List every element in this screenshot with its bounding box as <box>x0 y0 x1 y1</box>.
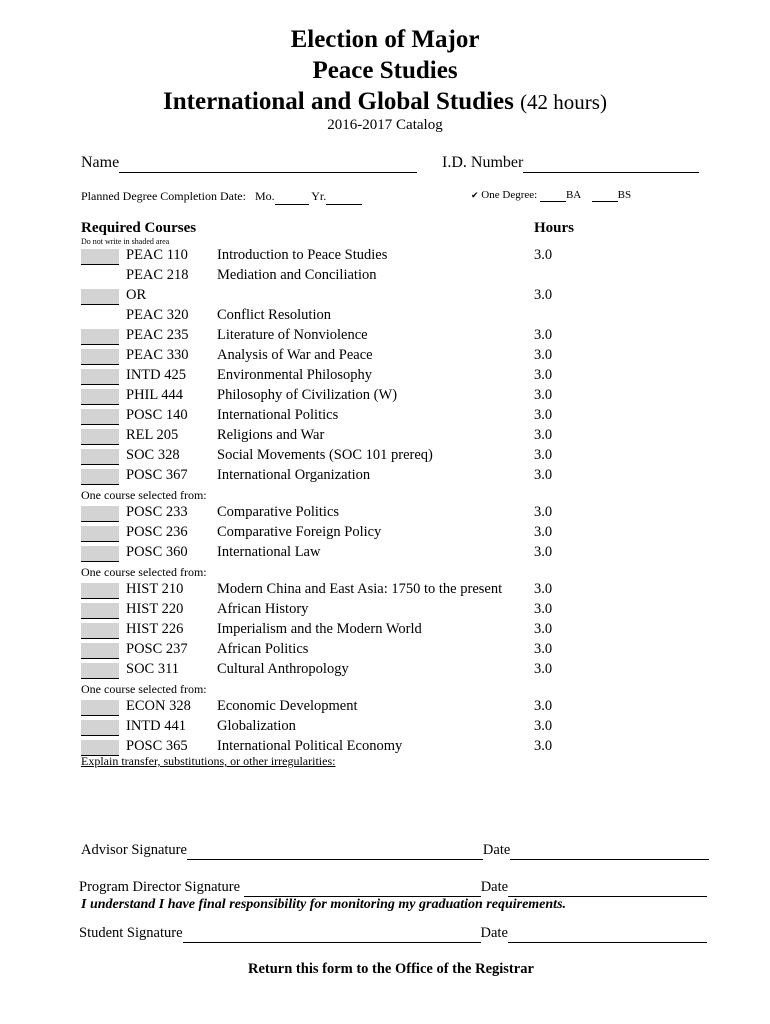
course-row <box>0 581 770 601</box>
bs-field[interactable] <box>592 189 618 202</box>
course-title: Comparative Politics <box>217 504 340 520</box>
course-hours: 3.0 <box>534 387 553 403</box>
name-label: Name <box>81 154 120 171</box>
hours-note: (42 hours) <box>520 90 607 114</box>
explain-area[interactable] <box>81 772 691 832</box>
group-label: One course selected from: <box>81 682 207 696</box>
course-row <box>0 247 770 267</box>
completion-blank[interactable] <box>81 526 119 542</box>
course-row <box>0 544 770 564</box>
course-title: International Law <box>217 544 321 560</box>
course-title: Globalization <box>217 718 296 734</box>
course-code: ECON 328 <box>126 698 191 714</box>
student-signature-row <box>79 925 707 943</box>
planned-date-label: Planned Degree Completion Date: <box>81 189 246 203</box>
advisor-signature-field[interactable] <box>187 842 483 860</box>
course-title: Cultural Anthropology <box>217 661 349 677</box>
ba-field[interactable] <box>540 189 566 202</box>
name-field[interactable] <box>119 154 417 173</box>
course-title: International Organization <box>217 467 371 483</box>
course-hours: 3.0 <box>534 447 553 463</box>
course-hours: 3.0 <box>534 504 553 520</box>
completion-blank[interactable] <box>81 663 119 679</box>
student-signature-label: Student Signature <box>79 925 183 941</box>
student-date-label: Date <box>480 925 508 941</box>
course-title: Religions and War <box>217 427 325 443</box>
course-row <box>0 641 770 661</box>
course-title: International Politics <box>217 407 339 423</box>
id-field[interactable] <box>523 154 699 173</box>
check-icon: ✔ <box>471 191 479 201</box>
course-title: Social Movements (SOC 101 prereq) <box>217 447 433 463</box>
bs-label: BS <box>617 189 632 201</box>
course-hours: 3.0 <box>534 698 553 714</box>
title-line-3 <box>0 88 770 116</box>
course-title: Mediation and Conciliation <box>217 267 377 283</box>
course-row <box>0 447 770 467</box>
course-code: HIST 220 <box>126 601 184 617</box>
course-row <box>0 601 770 621</box>
name-row <box>81 154 417 173</box>
registrar-instruction: Return this form to the Office of the Registrar <box>248 961 534 977</box>
course-hours: 3.0 <box>534 718 553 734</box>
course-title: African History <box>217 601 309 617</box>
student-signature-field[interactable] <box>183 925 481 943</box>
one-degree-label: One Degree: <box>481 189 540 201</box>
course-code: PEAC 218 <box>126 267 189 283</box>
course-hours: 3.0 <box>534 287 553 303</box>
title-line-2: Peace Studies <box>312 57 458 84</box>
course-hours: 3.0 <box>534 621 553 637</box>
course-title: Imperialism and the Modern World <box>217 621 422 637</box>
course-row <box>0 661 770 681</box>
course-row <box>0 504 770 524</box>
course-hours: 3.0 <box>534 581 553 597</box>
course-code: HIST 210 <box>126 581 184 597</box>
course-row <box>0 367 770 387</box>
completion-blank[interactable] <box>81 349 119 365</box>
one-degree-row <box>471 189 631 202</box>
course-title: Modern China and East Asia: 1750 to the present <box>217 581 503 597</box>
year-field[interactable] <box>326 189 362 205</box>
course-title: Analysis of War and Peace <box>217 347 373 363</box>
completion-blank[interactable] <box>81 429 119 445</box>
completion-blank[interactable] <box>81 603 119 619</box>
director-signature-field[interactable] <box>244 879 481 897</box>
group-label: One course selected from: <box>81 488 207 502</box>
course-row <box>0 524 770 544</box>
course-hours: 3.0 <box>534 738 553 754</box>
course-title: International Political Economy <box>217 738 403 754</box>
course-hours: 3.0 <box>534 247 553 263</box>
course-row <box>0 307 770 327</box>
course-hours: 3.0 <box>534 407 553 423</box>
course-code: INTD 425 <box>126 367 187 383</box>
completion-blank[interactable] <box>81 289 119 305</box>
course-title: Economic Development <box>217 698 358 714</box>
completion-blank[interactable] <box>81 583 119 599</box>
responsibility-statement: I understand I have final responsibility for monitoring my graduation requirements. <box>81 897 567 912</box>
id-row <box>442 154 699 173</box>
course-code: POSC 365 <box>126 738 188 754</box>
course-row <box>0 427 770 447</box>
course-code: SOC 328 <box>126 447 180 463</box>
course-hours: 3.0 <box>534 641 553 657</box>
course-hours: 3.0 <box>534 427 553 443</box>
course-row <box>0 467 770 487</box>
course-hours: 3.0 <box>534 544 553 560</box>
course-row <box>0 621 770 641</box>
course-hours: 3.0 <box>534 524 553 540</box>
course-row <box>0 718 770 738</box>
course-code: INTD 441 <box>126 718 187 734</box>
course-code: POSC 237 <box>126 641 188 657</box>
completion-blank[interactable] <box>81 720 119 736</box>
month-field[interactable] <box>275 189 309 205</box>
course-code: POSC 367 <box>126 467 188 483</box>
completion-blank[interactable] <box>81 249 119 265</box>
completion-blank[interactable] <box>81 546 119 562</box>
group-label: One course selected from: <box>81 565 207 579</box>
course-row <box>0 347 770 367</box>
course-title: Philosophy of Civilization (W) <box>217 387 398 403</box>
course-code: HIST 226 <box>126 621 184 637</box>
course-hours: 3.0 <box>534 367 553 383</box>
advisor-date-field[interactable] <box>510 842 709 860</box>
completion-blank[interactable] <box>81 369 119 385</box>
id-label: I.D. Number <box>442 154 524 171</box>
catalog-year: 2016-2017 Catalog <box>327 117 443 133</box>
course-code: POSC 233 <box>126 504 188 520</box>
course-code: POSC 140 <box>126 407 188 423</box>
course-title: African Politics <box>217 641 309 657</box>
ba-label: BA <box>565 189 581 201</box>
hours-heading: Hours <box>534 220 575 236</box>
course-code: OR <box>126 287 147 303</box>
completion-blank[interactable] <box>81 506 119 522</box>
course-row <box>0 387 770 407</box>
course-code: PEAC 235 <box>126 327 189 343</box>
course-code: PEAC 110 <box>126 247 188 263</box>
course-hours: 3.0 <box>534 327 553 343</box>
completion-blank[interactable] <box>81 643 119 659</box>
title-line-1: Election of Major <box>290 26 480 53</box>
advisor-date-label: Date <box>482 842 511 858</box>
course-row <box>0 327 770 347</box>
completion-blank[interactable] <box>81 623 119 639</box>
required-courses-heading: Required Courses <box>81 220 197 236</box>
course-row <box>0 267 770 287</box>
completion-blank[interactable] <box>81 329 119 345</box>
completion-blank[interactable] <box>81 409 119 425</box>
completion-blank[interactable] <box>81 700 119 716</box>
director-signature-row <box>79 879 707 897</box>
course-hours: 3.0 <box>534 661 553 677</box>
course-title: Conflict Resolution <box>217 307 331 323</box>
course-code: PHIL 444 <box>126 387 184 403</box>
course-code: PEAC 330 <box>126 347 189 363</box>
course-hours: 3.0 <box>534 467 553 483</box>
course-hours: 3.0 <box>534 601 553 617</box>
course-title: Environmental Philosophy <box>217 367 373 383</box>
course-code: POSC 236 <box>126 524 188 540</box>
explain-label: Explain transfer, substitutions, or other irregularities: <box>81 754 336 768</box>
course-title: Literature of Nonviolence <box>217 327 368 343</box>
course-code: PEAC 320 <box>126 307 189 323</box>
course-code: REL 205 <box>126 427 179 443</box>
director-date-field[interactable] <box>508 879 707 897</box>
month-label: Mo. <box>254 189 275 203</box>
completion-blank[interactable] <box>81 449 119 465</box>
advisor-signature-row <box>81 842 709 860</box>
year-label: Yr. <box>311 189 327 203</box>
course-title: Introduction to Peace Studies <box>217 247 388 263</box>
program-title: International and Global Studies <box>163 88 514 115</box>
student-date-field[interactable] <box>508 925 707 943</box>
planned-degree-row <box>81 189 362 205</box>
director-signature-label: Program Director Signature <box>79 879 241 895</box>
course-hours: 3.0 <box>534 347 553 363</box>
completion-blank[interactable] <box>81 469 119 485</box>
course-row <box>0 407 770 427</box>
course-code: SOC 311 <box>126 661 180 677</box>
director-date-label: Date <box>480 879 509 895</box>
advisor-signature-label: Advisor Signature <box>81 842 187 858</box>
course-row <box>0 698 770 718</box>
course-title: Comparative Foreign Policy <box>217 524 382 540</box>
completion-blank[interactable] <box>81 389 119 405</box>
course-code: POSC 360 <box>126 544 188 560</box>
shaded-area-note: Do not write in shaded area <box>81 237 170 246</box>
course-row <box>0 287 770 307</box>
